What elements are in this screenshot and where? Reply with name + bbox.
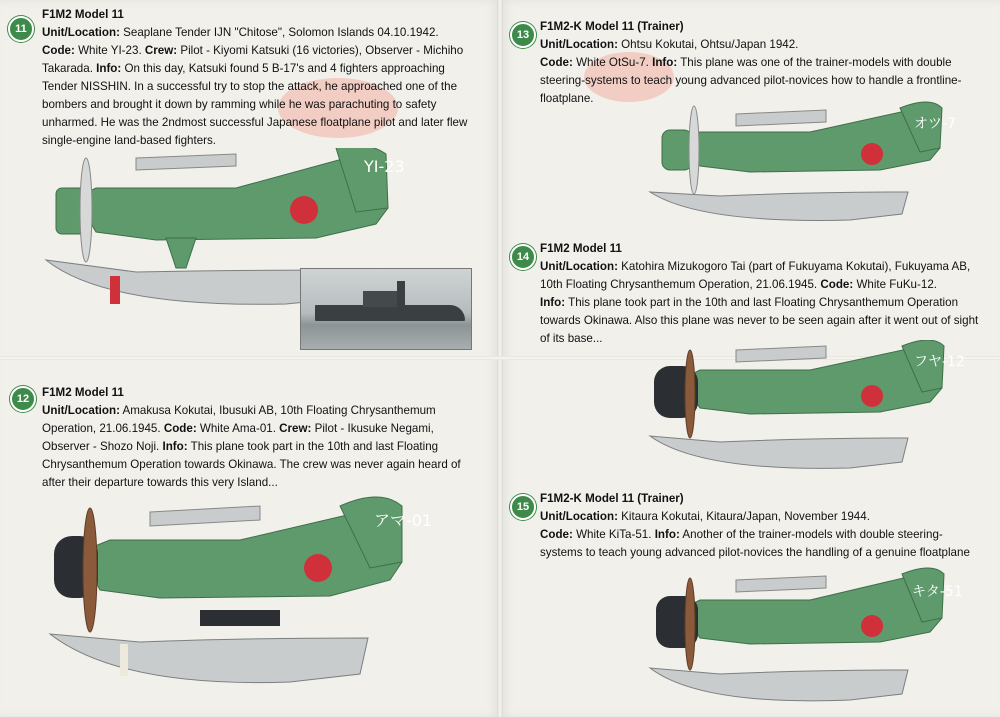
entry-15-text (540, 490, 970, 562)
float (650, 668, 908, 701)
float (650, 192, 908, 220)
entry-12-text (42, 384, 482, 492)
propeller (685, 350, 695, 438)
crew-label: Crew: (279, 422, 312, 435)
upper-wing (136, 154, 236, 170)
code-label: Code: (540, 528, 573, 541)
upper-wing (736, 576, 826, 592)
entry-11-body (42, 42, 482, 150)
fuselage-band (200, 610, 280, 626)
ship-photo (300, 268, 472, 350)
entry-number-badge: 14 (510, 244, 536, 270)
code-value: White OtSu-7. (572, 56, 653, 69)
info-label: Info: (540, 296, 566, 309)
code-label: Code: (163, 422, 197, 435)
unit-label: Unit/Location: (540, 510, 618, 523)
entry-title: F1M2 Model 11 (42, 8, 124, 21)
entry-14-text (540, 240, 980, 348)
crew-value: Pilot - Ikusuke Negami, Observer - Shozo Noji. (42, 422, 434, 453)
code-label: Code: (42, 44, 75, 57)
info-value: This plane was one of the trainer-models with double steering-systems to teach young advanced pilot-novices how to handle a frontline-floatplane. (540, 56, 962, 105)
info-value: Another of the trainer-models with double steering-systems to teach young advanced pilot-novices the handling of a genuine floatplane (540, 528, 970, 559)
unit-value: Seaplane Tender IJN "Chitose", Solomon Islands 04.10.1942. (119, 26, 439, 39)
crew-value: Pilot - Kiyomi Katsuki (16 victories), Observer - Michiho Takarada. (42, 44, 464, 75)
unit-label: Unit/Location: (540, 38, 618, 51)
entry-11-text (42, 6, 482, 42)
code-value: White Ama-01. (196, 422, 280, 435)
unit-value: Katohira Mizukogoro Tai (part of Fukuyama Kokutai), Fukuyama AB, 10th Floating Chrysanthemum Operation, 21.06.1945. (540, 260, 971, 291)
entry-13-text (540, 18, 980, 54)
float (50, 634, 368, 683)
cowling (662, 130, 692, 170)
propeller (689, 106, 699, 194)
plane-profile-12 (40, 492, 440, 704)
code-value: White KiTa-51. (572, 528, 655, 541)
info-value: On this day, Katsuki found 5 B-17's and 4 fighters approaching Tender NISSHIN. In a successful try to stop the attack, he approached one of the bombers and brought it down by ramming while he was parachuting to safety unharmed. He was the 2ndmost successful Japanese floatplane pilot and later flew single-engine land-based fighters. (42, 62, 468, 147)
plane-marking: アマ-01 (374, 511, 433, 530)
plane-marking: オツ-7 (914, 116, 956, 132)
entry-number-badge: 11 (8, 16, 34, 42)
unit-label: Unit/Location: (42, 26, 120, 39)
fuselage (76, 158, 388, 240)
info-label: Info: (96, 62, 122, 75)
propeller (80, 158, 92, 262)
unit-value: Ohtsu Kokutai, Ohtsu/Japan 1942. (617, 38, 799, 51)
entry-number-badge: 13 (510, 22, 536, 48)
float-stripe (120, 644, 128, 676)
propeller (83, 508, 97, 632)
hinomaru (861, 385, 883, 407)
plane-marking: キタ-51 (912, 584, 963, 600)
ship-hull (315, 305, 465, 321)
hinomaru (304, 554, 332, 582)
plane-marking: フヤ-12 (914, 354, 965, 370)
upper-wing (736, 110, 826, 126)
code-value: White FuKu-12. (853, 278, 937, 291)
entry-title: F1M2-K Model 11 (Trainer) (540, 20, 684, 33)
entry-title: F1M2 Model 11 (540, 242, 622, 255)
crew-label: Crew: (144, 44, 178, 57)
plane-profile-13 (640, 100, 980, 230)
entry-title: F1M2-K Model 11 (Trainer) (540, 492, 684, 505)
unit-label: Unit/Location: (540, 260, 618, 273)
code-label: Code: (540, 56, 573, 69)
plane-profile-15 (640, 566, 980, 712)
entry-number-badge: 12 (10, 386, 36, 412)
float-stripe (110, 276, 120, 304)
info-label: Info: (162, 440, 188, 453)
plane-profile-14 (640, 340, 980, 480)
code-label: Code: (820, 278, 854, 291)
info-value: This plane took part in the 10th and last Floating Chrysanthemum Operation towards Okinawa. The crew was never again heard of after their departure towards this very Island... (42, 440, 461, 489)
propeller (685, 578, 695, 670)
info-label: Info: (652, 56, 678, 69)
info-value: This plane took part in the 10th and last Floating Chrysanthemum Operation towards Okinawa. Also this plane was never to be seen again after it went out of sight of its base... (540, 296, 979, 345)
hinomaru (861, 615, 883, 637)
float (650, 436, 908, 468)
entry-title: F1M2 Model 11 (42, 386, 124, 399)
hinomaru (861, 143, 883, 165)
ship-mast (397, 281, 405, 307)
upper-wing (150, 506, 260, 526)
strut (166, 238, 196, 268)
code-value: White YI-23. (74, 44, 145, 57)
unit-value: Kitaura Kokutai, Kitaura/Japan, November 1944. (617, 510, 870, 523)
entry-number-badge: 15 (510, 494, 536, 520)
plane-marking: YI-23 (364, 157, 405, 176)
info-label: Info: (654, 528, 680, 541)
upper-wing (736, 346, 826, 362)
unit-value: Amakusa Kokutai, Ibusuki AB, 10th Floating Chrysanthemum Operation, 21.06.1945. (42, 404, 436, 435)
unit-label: Unit/Location: (42, 404, 120, 417)
hinomaru (290, 196, 318, 224)
